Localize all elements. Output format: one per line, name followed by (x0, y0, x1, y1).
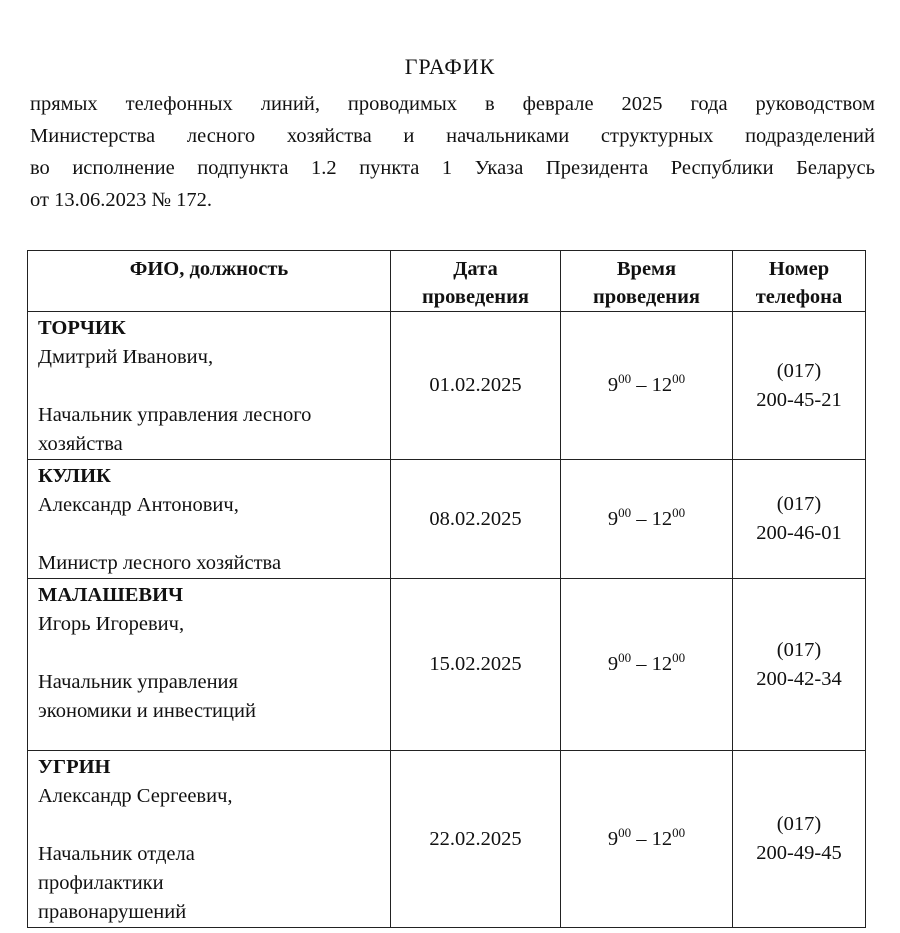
header-date-line2: проведения (421, 286, 530, 308)
intro-line: прямых телефонных линий, проводимых в феврале 2025 года руководством (30, 93, 875, 115)
intro-line: во исполнение подпункта 1.2 пункта 1 Указа Президента Республики Беларусь (30, 157, 875, 179)
person-surname: КУЛИК (38, 465, 111, 487)
time-separator: – (631, 653, 652, 675)
person-position: Министр лесного хозяйства (38, 552, 282, 574)
document-intro (30, 88, 875, 216)
time-to: 12 (651, 374, 673, 396)
header-time-line2: проведения (592, 286, 701, 308)
time-separator: – (631, 507, 652, 530)
phone-code: (017) (776, 813, 822, 835)
table-row (28, 751, 866, 928)
person-given-name: Дмитрий Иванович, (38, 346, 214, 368)
phone-code: (017) (776, 493, 822, 515)
header-phone (733, 251, 866, 312)
person-surname: УГРИН (38, 756, 111, 778)
phone-number: 200-42-34 (756, 667, 842, 690)
time-to: 12 (651, 507, 673, 530)
person-given-name: Александр Сергеевич, (38, 785, 233, 807)
phone-cell (733, 460, 866, 579)
time-cell (561, 579, 733, 751)
table-row (28, 460, 866, 579)
person-position: хозяйства (38, 433, 123, 455)
header-fio (28, 251, 391, 312)
header-date (391, 251, 561, 312)
time-to-minutes: 00 (672, 650, 686, 665)
phone-code: (017) (776, 359, 822, 382)
person-position: правонарушений (38, 901, 187, 923)
intro-line: от 13.06.2023 № 172. (30, 189, 212, 211)
phone-number: 200-46-01 (756, 522, 842, 544)
header-time-line1: Время (616, 258, 677, 280)
phone-code: (017) (776, 638, 822, 661)
phone-cell (733, 579, 866, 751)
phone-cell (733, 312, 866, 460)
fio-cell (28, 579, 391, 751)
date-cell: 01.02.2025 (391, 312, 561, 460)
time-to: 12 (651, 653, 673, 675)
date-cell: 22.02.2025 (391, 751, 561, 928)
header-fio-label: ФИО, должность (129, 258, 289, 280)
person-position: профилактики (38, 872, 164, 894)
person-surname: МАЛАШЕВИЧ (38, 584, 184, 606)
time-separator: – (631, 827, 652, 850)
time-cell (561, 312, 733, 460)
time-to-minutes: 00 (672, 504, 686, 520)
person-surname: ТОРЧИК (38, 317, 126, 339)
person-position: Начальник управления (38, 671, 238, 693)
time-cell (561, 460, 733, 579)
person-position: Начальник управления лесного (38, 404, 312, 426)
date-cell: 08.02.2025 (391, 460, 561, 579)
time-from-minutes: 00 (618, 371, 632, 386)
header-date-line1: Дата (453, 258, 498, 280)
fio-cell (28, 751, 391, 928)
time-cell (561, 751, 733, 928)
time-from: 9 (607, 827, 619, 850)
time-to-minutes: 00 (672, 824, 686, 840)
time-separator: – (631, 374, 652, 396)
header-row (28, 251, 866, 312)
date-cell: 15.02.2025 (391, 579, 561, 751)
fio-cell (28, 312, 391, 460)
header-time (561, 251, 733, 312)
table-row (28, 579, 866, 751)
header-phone-line2: телефона (755, 286, 843, 308)
phone-number: 200-45-21 (756, 388, 842, 411)
table-row (28, 312, 866, 460)
time-from-minutes: 00 (618, 650, 632, 665)
person-given-name: Александр Антонович, (38, 494, 239, 516)
person-position: Начальник отдела (38, 843, 195, 865)
time-from: 9 (607, 653, 619, 675)
time-from: 9 (607, 374, 619, 396)
time-from-minutes: 00 (618, 504, 632, 520)
time-to: 12 (651, 827, 673, 850)
time-from: 9 (607, 507, 619, 530)
fio-cell (28, 460, 391, 579)
time-to-minutes: 00 (672, 371, 686, 386)
time-from-minutes: 00 (618, 824, 632, 840)
person-position: экономики и инвестиций (38, 700, 256, 722)
header-phone-line1: Номер (768, 258, 830, 280)
phone-cell (733, 751, 866, 928)
phone-number: 200-49-45 (756, 842, 842, 864)
document-title: ГРАФИК (404, 54, 496, 79)
intro-line: Министерства лесного хозяйства и начальниками структурных подразделений (30, 125, 875, 147)
schedule-table (27, 250, 866, 928)
person-given-name: Игорь Игоревич, (38, 613, 185, 635)
